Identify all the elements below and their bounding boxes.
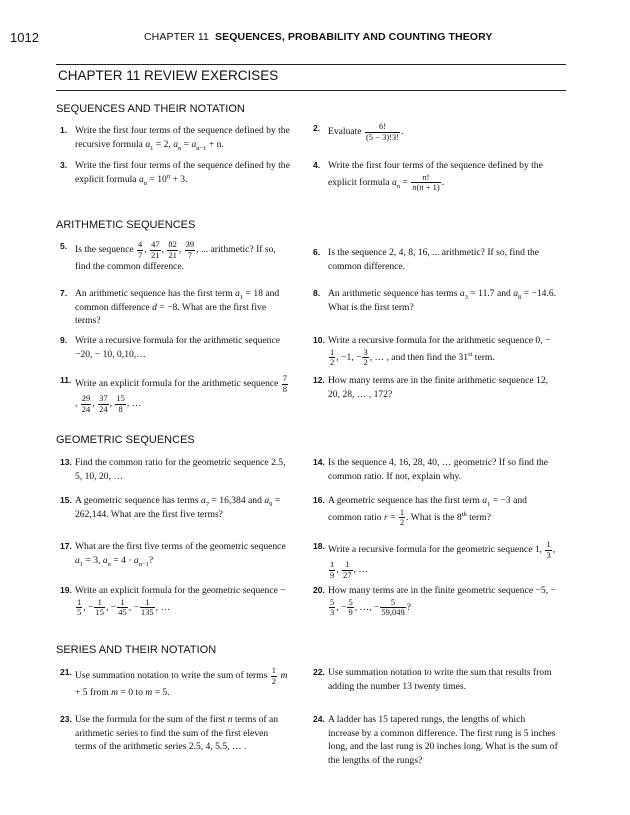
exercise-text: An arithmetic sequence has terms $a_3 = 11.7$ and $a_8 = -14.6$. What is the first term? <box>328 288 557 313</box>
title-rule-top <box>56 64 566 65</box>
exercise-number: 18. <box>313 541 325 551</box>
exercise-text: Evaluate $\frac{6!}{(5 - 3)!3!}$ . <box>328 121 404 142</box>
title-rule-bottom <box>56 90 566 91</box>
exercise-number: 9. <box>60 335 68 345</box>
exercise-number: 7. <box>60 288 68 298</box>
exercise-item <box>60 334 290 361</box>
exercise-item <box>60 584 290 618</box>
section-heading-arithmetic: ARITHMETIC SEQUENCES <box>56 219 196 231</box>
exercise-number: 12. <box>313 375 325 385</box>
exercise-item <box>313 246 558 273</box>
exercise-text: How many terms are in the finite arithmetic sequence 12, 20, 28, … , 172? <box>328 375 549 400</box>
exercise-number: 4. <box>313 160 321 170</box>
exercise-number: 17. <box>60 541 72 551</box>
exercise-text: Write a recursive formula for the arithmetic sequence 0, − $\frac{1}{2}$ , −1, − $\frac{3}{2}$ , … , and then find the 31st term. <box>328 335 551 367</box>
exercise-text: What are the first five terms of the geometric sequence $a_1 = 3$, $a_n = 4 \cdot a_{n-1}$? <box>75 541 286 568</box>
exercise-text: Write a recursive formula for the geometric sequence 1, $\frac{1}{3}$ , $\frac{1}{9}$ , $\frac{1}{27}$ , … <box>328 539 556 580</box>
exercise-number: 20. <box>313 585 325 595</box>
page-number: 1012 <box>10 30 39 45</box>
exercise-item <box>313 584 558 618</box>
exercise-number: 3. <box>60 160 68 170</box>
exercise-number: 15. <box>60 495 72 505</box>
running-head-chapter: CHAPTER 11 <box>144 31 209 43</box>
exercise-text: Find the common ratio for the geometric sequence 2.5, 5, 10, 20, … <box>75 457 286 482</box>
exercise-text: Use the formula for the sum of the first n terms of an arithmetic series to find the sum of the first eleven terms of the arithmetic series 2.5, 4, 5.5, … . <box>75 714 279 752</box>
section-heading-series: SERIES AND THEIR NOTATION <box>56 644 217 656</box>
running-head <box>144 31 492 43</box>
exercise-number: 10. <box>313 335 325 345</box>
exercise-number: 2. <box>313 123 321 133</box>
exercise-number: 21. <box>60 667 72 677</box>
exercise-item <box>60 713 290 754</box>
exercise-item <box>60 159 290 186</box>
exercise-item <box>313 159 558 193</box>
exercise-item <box>313 713 558 767</box>
exercise-item <box>60 240 290 274</box>
exercise-text: How many terms are in the finite geometric sequence −5, − $\frac{5}{3}$ , − $\frac{5}{9}$ , …, − $\frac{5}{59,049}$ ? <box>328 585 556 617</box>
exercise-number: 5. <box>60 241 68 251</box>
exercise-text: Is the sequence $\frac{4}{7}$ , $\frac{47}{21}$ , $\frac{82}{21}$ , $\frac{39}{7}$ , ... arithmetic? If so, find the common difference. <box>75 239 276 272</box>
exercise-text: Write a recursive formula for the arithmetic sequence −20, − 10, 0,10,… <box>75 335 280 360</box>
exercise-item <box>60 540 290 567</box>
exercise-item <box>313 374 558 401</box>
exercise-number: 6. <box>313 247 321 257</box>
exercise-item <box>313 334 558 368</box>
exercise-number: 1. <box>60 125 68 135</box>
exercise-item <box>313 540 558 580</box>
exercise-item <box>313 122 558 142</box>
exercise-text: A ladder has 15 tapered rungs, the lengths of which increase by a common difference. The first rung is 5 inches long, and the last rung is 20 inches long. What is the sum of the lengths of the rungs? <box>328 714 558 766</box>
exercise-number: 13. <box>60 457 72 467</box>
exercise-text: Is the sequence 2, 4, 8, 16, ... arithmetic? If so, find the common difference. <box>328 247 540 272</box>
running-head-title: SEQUENCES, PROBABILITY AND COUNTING THEORY <box>215 31 493 43</box>
exercise-number: 16. <box>313 495 325 505</box>
exercise-text: A geometric sequence has the first term $a_1 = -3$ and common ratio r = $\frac{1}{2}$ . What is the 8th term? <box>328 495 527 527</box>
exercise-item <box>313 494 558 528</box>
exercise-number: 14. <box>313 457 325 467</box>
exercise-item <box>313 666 558 693</box>
exercise-number: 8. <box>313 288 321 298</box>
exercise-item <box>60 287 290 328</box>
exercise-number: 19. <box>60 585 72 595</box>
exercise-text: Use summation notation to write the sum of terms $\frac{1}{2}$ m + 5 from m = 0 to m = 5. <box>75 665 288 698</box>
exercise-text: Write an explicit formula for the geometric sequence − $\frac{1}{5}$ , − $\frac{1}{15}$ , − $\frac{1}{45}$ , − $\frac{1}{135}$ , … <box>75 585 286 617</box>
exercise-number: 23. <box>60 714 72 724</box>
exercise-text: Write the first four terms of the sequence defined by the explicit formula $a_n$ = $\frac{n!}{n(n + 1)}$ . <box>328 160 543 192</box>
exercise-item <box>313 287 558 314</box>
exercise-text: Is the sequence 4, 16, 28, 40, … geometric? If so find the common ratio. If not, explain why. <box>328 457 549 482</box>
exercise-item <box>60 374 290 414</box>
exercise-text: A geometric sequence has terms $a_7 = 16,384$ and $a_9 = 262,144$. What are the first five terms? <box>75 495 281 520</box>
exercise-item <box>60 456 290 483</box>
exercise-number: 11. <box>60 375 72 385</box>
section-heading-sequences: SEQUENCES AND THEIR NOTATION <box>56 103 245 115</box>
exercise-text: Use summation notation to write the sum that results from adding the number 13 twenty times. <box>328 667 552 692</box>
page-title: CHAPTER 11 REVIEW EXERCISES <box>58 68 279 83</box>
exercise-text: An arithmetic sequence has the first term $a_1 = 18$ and common difference d = −8. What are the first five terms? <box>75 288 280 326</box>
section-heading-geometric: GEOMETRIC SEQUENCES <box>56 434 195 446</box>
exercise-number: 24. <box>313 714 325 724</box>
exercise-item <box>60 124 290 151</box>
exercise-item <box>60 666 290 700</box>
exercise-text: Write the first four terms of the sequence defined by the recursive formula $a_1 = 2$, $a_n = a_{n-1} + n$. <box>75 125 290 152</box>
exercise-item <box>313 456 558 483</box>
exercise-number: 22. <box>313 667 325 677</box>
exercise-text: Write an explicit formula for the arithmetic sequence $\frac{7}{8}$ , $\frac{29}{24}$ , $\frac{37}{24}$ , $\frac{15}{8}$ , … <box>75 373 288 414</box>
exercise-item <box>60 494 290 521</box>
exercise-text: Write the first four terms of the sequence defined by the explicit formula $a_n = 10^n + 3$. <box>75 160 290 187</box>
